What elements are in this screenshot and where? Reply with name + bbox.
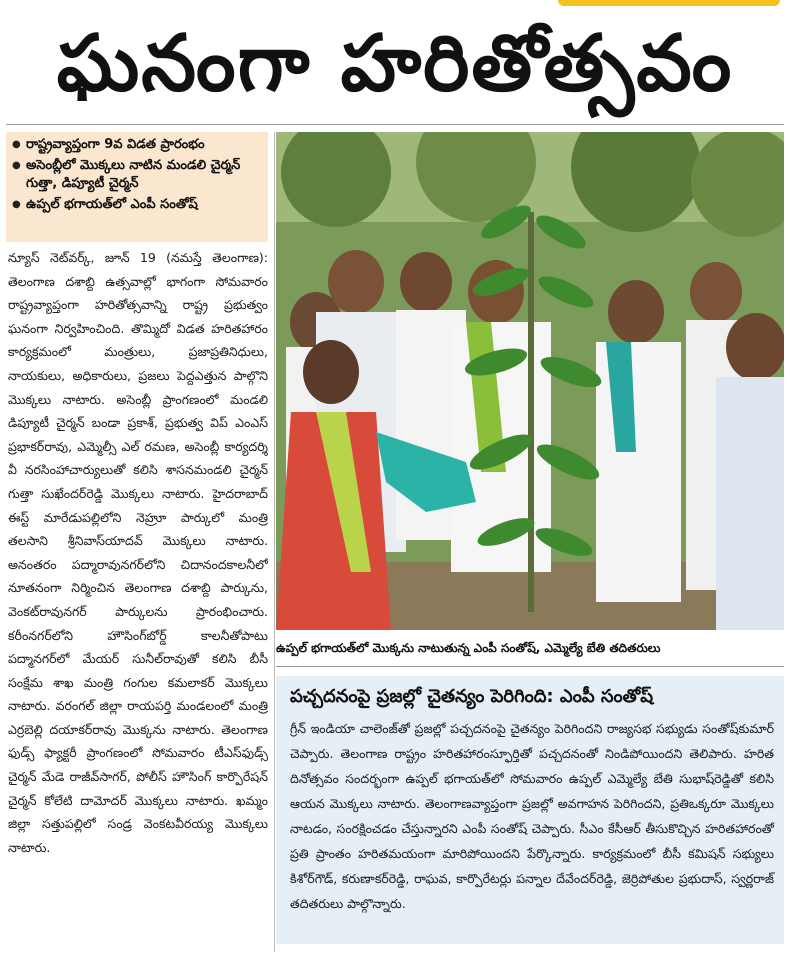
headline-rule — [6, 124, 784, 125]
highlight-item: ● ఉప్పల్ భగాయత్‌లో ఎంపీ సంతోష్ — [12, 196, 262, 214]
photo-caption: ఉప్పల్ భగాయత్‌లో మొక్కను నాటుతున్న ఎంపీ సంతోష్, ఎమ్మెల్యే బేతి తదితరులు — [276, 641, 661, 655]
sub-story-headline: పచ్చదనంపై ప్రజల్లో చైతన్యం పెరిగింది: ఎంపీ సంతోష్ — [290, 686, 654, 707]
section-tab — [558, 0, 780, 6]
highlights-box — [6, 132, 268, 242]
news-photo — [276, 132, 784, 630]
headline: ఘనంగా హరితోత్సవం — [56, 19, 734, 109]
caption-rule — [276, 666, 784, 667]
column-divider — [274, 132, 275, 952]
photo-illustration — [276, 132, 784, 630]
sub-story-box — [276, 676, 784, 944]
sub-story-body: గ్రీన్ ఇండియా చాలెంజ్‌తో ప్రజల్లో పచ్చదనంపై చైతన్యం పెరిగిందని రాజ్యసభ సభ్యుడు సంతోష్‌కుమార్ చెప్పారు. తెలంగాణ రాష్ట్రం హరితహారంస్ఫూర్తితో పచ్చదనంతో నిండిపోయిందని తెలిపారు. హరిత దినోత్సవం సందర్భంగా ఉప్పల్ భగాయత్‌లో సోమవారం ఉప్పల్ ఎమ్మెల్యే బేతి సుభాష్‌రెడ్డితో కలిసి ఆయన మొక్కలు నాటారు. తెలంగాణవ్యాప్తంగా ప్రజల్లో అవగాహన పెరిగిందని, ప్రతిఒక్కరూ మొక్కలు నాటడం, సంరక్షించడం చేస్తున్నారని ఎంపీ సంతోష్ చెప్పారు. సీఎం కేసీఆర్ తీసుకొచ్చిన హరితహారంతో ప్రతి ప్రాంతం హరితమయంగా మారిపోయిందని పేర్కొన్నారు. కార్యక్రమంలో బీసీ కమిషన్ సభ్యులు కిశోర్‌గౌడ్, కరుణాకర్‌రెడ్డి, రాఘవ, కార్పొరేటర్లు పన్నాల దేవేందర్‌రెడ్డి, జెర్రిపోతుల ప్రభుదాస్, స్వర్ణరాజ్ తదితరులు పాల్గొన్నారు. — [290, 721, 774, 911]
highlight-item: ● అసెంబ్లీలో మొక్కలు నాటిన మండలి చైర్మన్ గుత్తా, డిప్యూటీ చైర్మన్ — [12, 157, 262, 193]
highlight-item: ● రాష్ట్రవ్యాప్తంగా 9వ విడత ప్రారంభం — [12, 136, 262, 154]
article-body: న్యూస్ నెట్‌వర్క్, జూన్ 19 (నమస్తే తెలంగాణ): తెలంగాణ దశాబ్ది ఉత్సవాల్లో భాగంగా సోమవారం రాష్ట్రవ్యాప్తంగా హరితోత్సవాన్ని రాష్ట్ర ప్రభుత్వం ఘనంగా నిర్వహించింది. తొమ్మిదో విడత హరితహారం కార్యక్రమంలో మంత్రులు, ప్రజాప్రతినిధులు, నాయకులు, అధికారులు, ప్రజలు పెద్దఎత్తున పాల్గొని మొక్కలు నాటారు. అసెంబ్లీ ప్రాంగణంలో మండలి డిప్యూటీ చైర్మన్ బండా ప్రకాశ్, ప్రభుత్వ విప్ ఎంఎస్ ప్రభాకర్‌రావు, ఎమ్మెల్సీ ఎల్ రమణ, అసెంబ్లీ కార్యదర్శి వీ నరసింహాచార్యులుతో కలిసి శాసనమండలి చైర్మన్ గుత్తా సుఖేందర్‌రెడ్డి మొక్కలు నాటారు. హైదరాబాద్ ఈస్ట్ మారేడుపల్లిలోని నెహ్రూ పార్కులో మంత్రి తలసాని శ్రీనివాస్‌యాదవ్ మొక్కలు నాటారు. అనంతరం పద్మారావునగర్‌లోని చిదానందకాలనీలో నూతనంగా నిర్మించిన తెలంగాణ దశాబ్ది పార్కును, వెంకట్‌రావునగర్ పార్కులను ప్రారంభించారు. కరీంనగర్‌లోని హౌసింగ్‌బోర్డ్ కాలనీతోపాటు పద్మానగర్‌లో మేయర్ సునీల్‌రావుతో కలిసి బీసీ సంక్షేమ శాఖ మంత్రి గంగుల కమలాకర్ మొక్కలు నాటారు. వరంగల్ జిల్లా రాయపర్తి మండలంలో మంత్రి ఎర్రబెల్లి దయాకర్‌రావు మొక్కను నాటారు. తెలంగాణ ఫుడ్స్ ఫ్యాక్టరీ ప్రాంగణంలో సోమవారం టీఎస్‌ఫుడ్స్ చైర్మన్ మేడె రాజీవ్‌సాగర్, పోలీస్ హౌసింగ్ కార్పొరేషన్ చైర్మన్ కోలేటి దామోదర్ మొక్కలు నాటారు. ఖమ్మం జిల్లా సత్తుపల్లిలో సండ్ర వెంకటవీరయ్య మొక్కలు నాటారు. — [8, 250, 268, 855]
